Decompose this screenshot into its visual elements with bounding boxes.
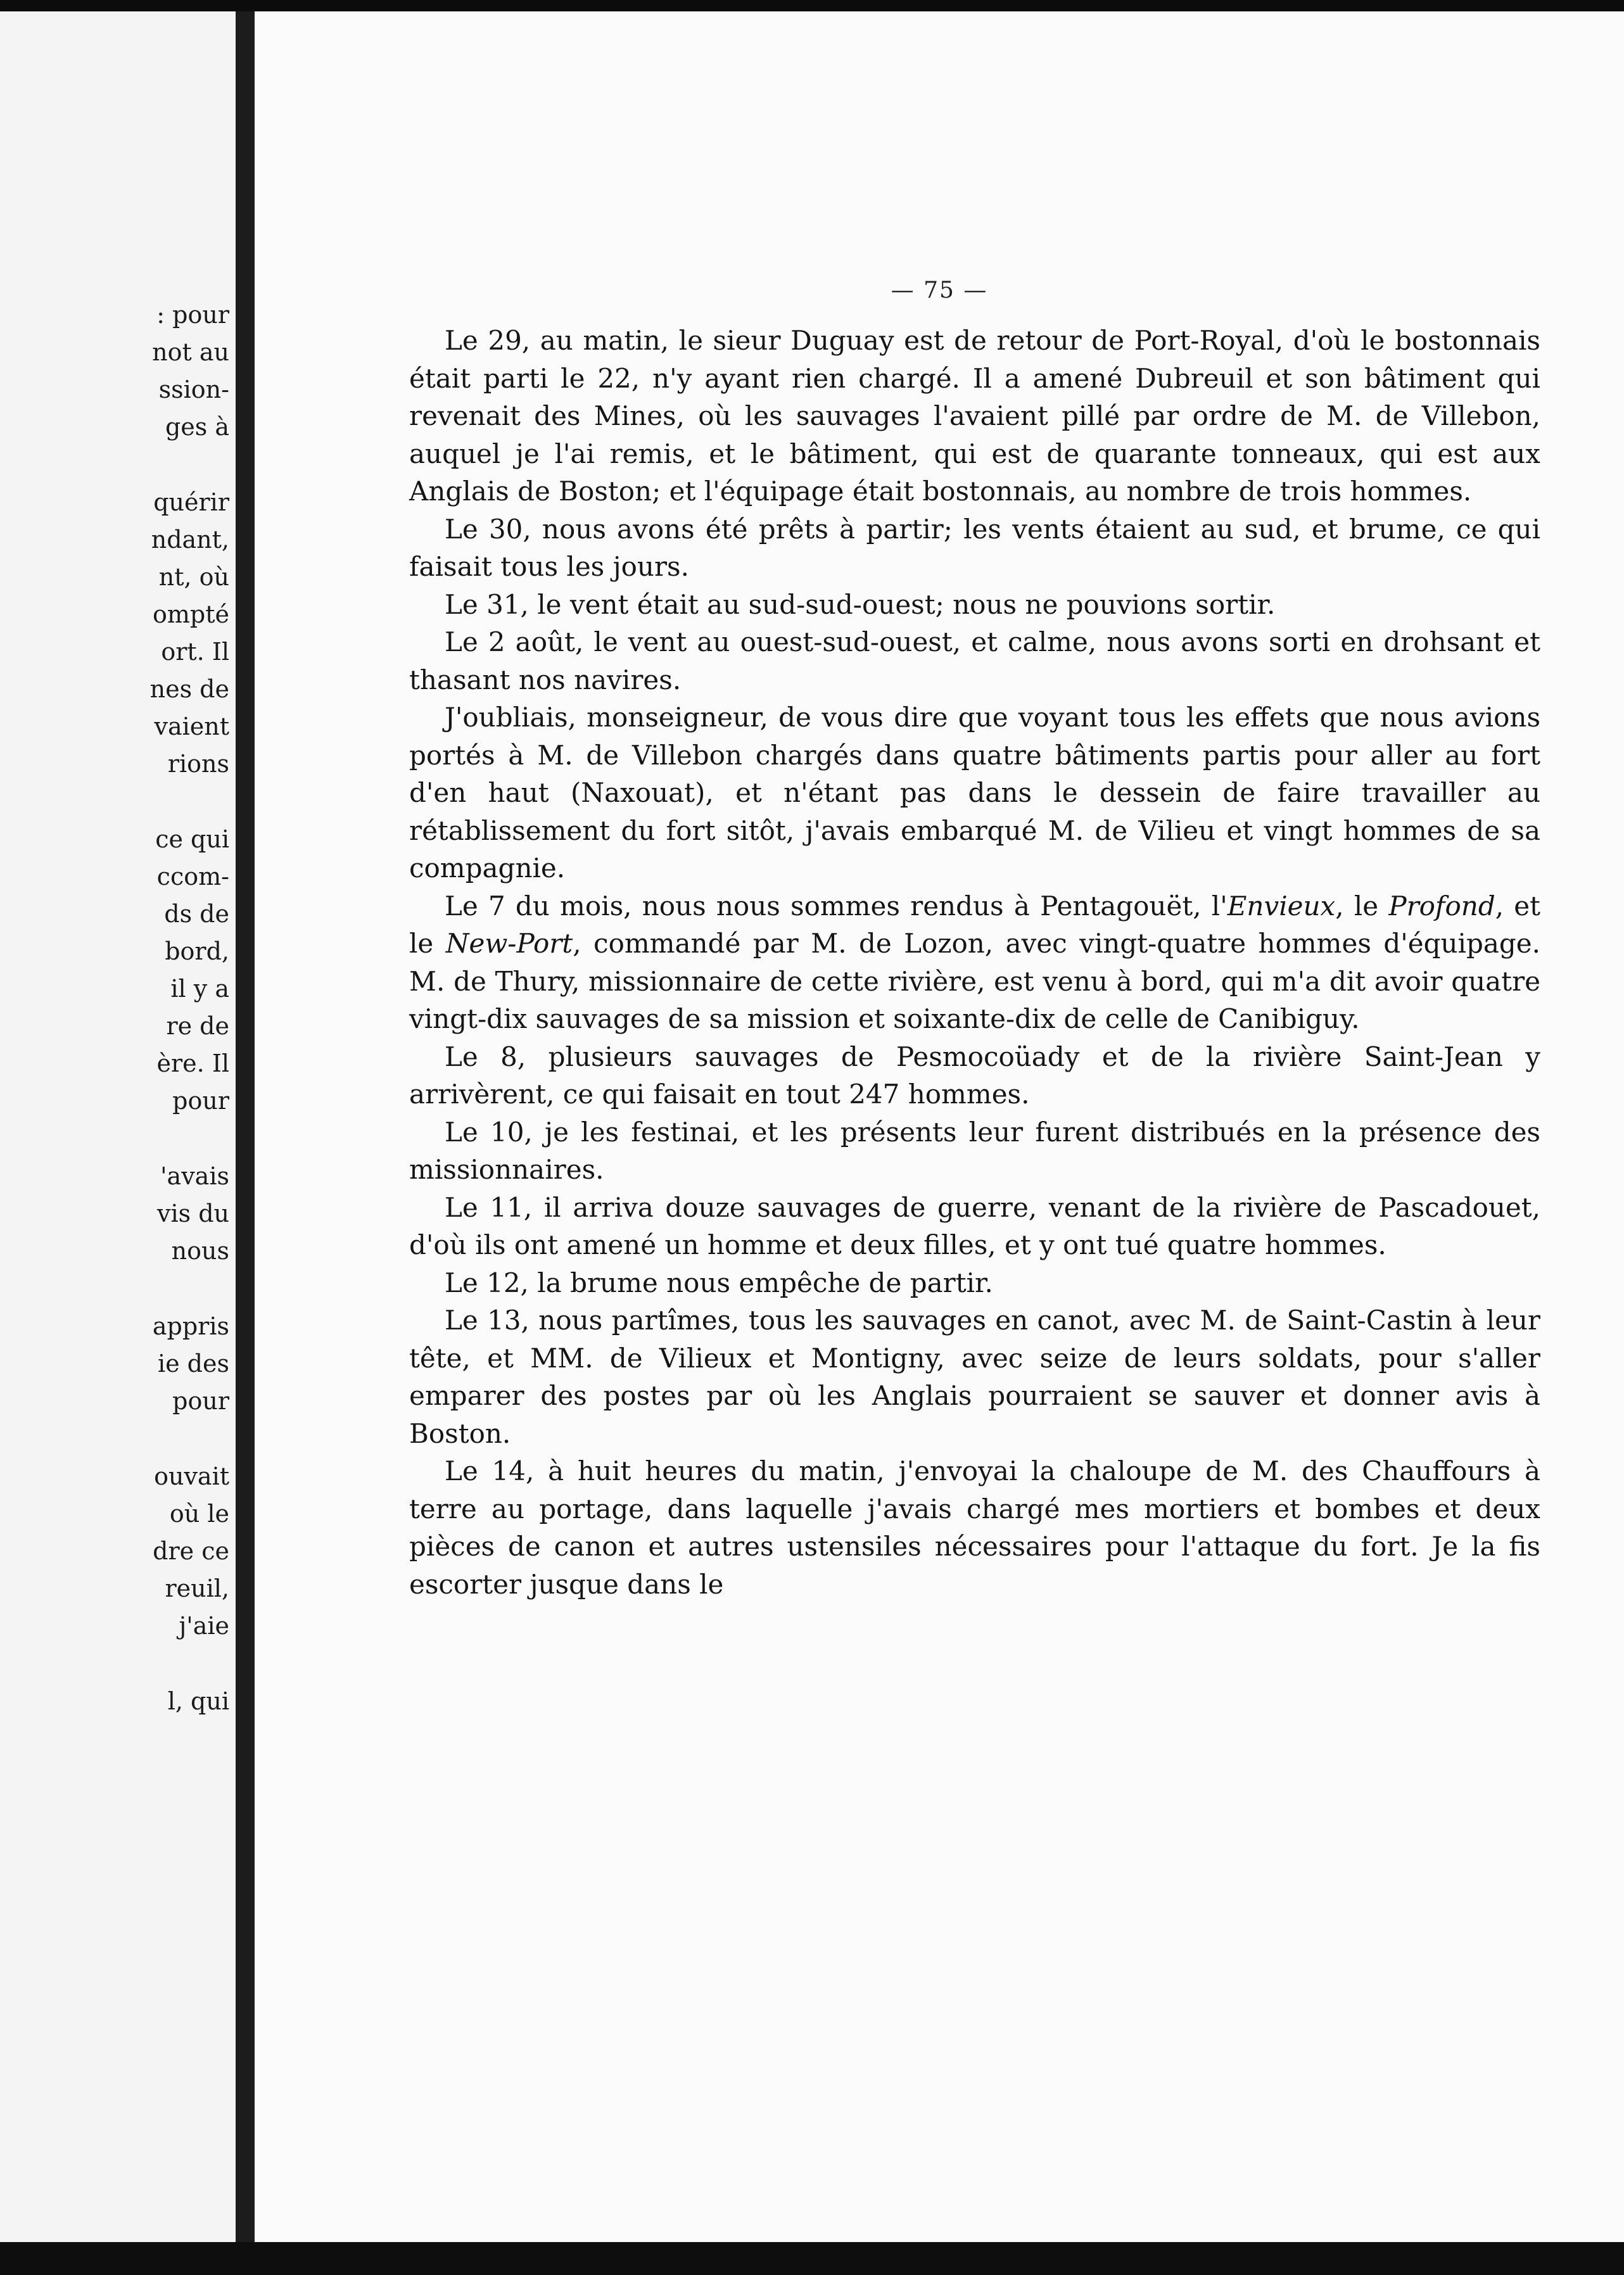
- paragraph: Le 2 août, le vent au ouest-sud-ouest, et calme, nous avons sorti en drohsant et thasant nos navires.: [409, 626, 1540, 695]
- left-page-line-fragment: ère. Il: [156, 1049, 229, 1077]
- left-page-line-fragment: vis du: [157, 1200, 229, 1227]
- left-page-line-fragment: j'aie: [179, 1612, 229, 1640]
- left-page-line-fragment: nt, où: [158, 563, 229, 591]
- left-page-line-fragment: quérir: [153, 488, 229, 516]
- left-page-line-fragment: ds de: [164, 900, 229, 928]
- left-page-line-fragment: vaient: [154, 713, 229, 740]
- left-page-line-fragment: l, qui: [167, 1687, 229, 1715]
- left-page-line-fragment: : pour: [156, 301, 229, 329]
- left-page-line-fragment: ndant,: [151, 526, 229, 554]
- left-page-line-fragment: ce qui: [155, 825, 229, 853]
- left-page-line-fragment: 'avais: [160, 1162, 229, 1190]
- left-page-line-fragment: appris: [152, 1312, 229, 1340]
- paragraph: Le 7 du mois, nous nous sommes rendus à Pentagouët, l'Envieux, le Profond, et le New-Port, commandé par M. de Lozon, avec vingt-quatre hommes d'équipage. M. de Thury, missionnaire de cette rivière, est venu à bord, qui m'a dit avoir quatre vingt-dix sauvages de sa mission et soixante-dix de celle de Canibiguy.: [409, 890, 1541, 1034]
- left-page-line-fragment: ccom-: [156, 863, 229, 890]
- book-gutter: [236, 11, 255, 2242]
- left-page-line-fragment: ssion-: [158, 376, 229, 403]
- left-page-line-fragment: ouvait: [154, 1462, 229, 1490]
- left-page-line-fragment: rions: [167, 750, 229, 778]
- left-page-line-fragment: il y a: [170, 975, 229, 1003]
- left-page-line-fragment: ie des: [157, 1350, 229, 1378]
- paragraph: Le 29, au matin, le sieur Duguay est de retour de Port-Royal, d'où le bostonnais était parti le 22, n'y ayant rien chargé. Il a amené Dubreuil et son bâtiment qui revenait des Mines, où les sauvages l'avaient pillé par ordre de M. de Villebon, auquel je l'ai remis, et le bâtiment, qui est de quarante tonneaux, qui est aux Anglais de Boston; et l'équipage était bostonnais, au nombre de trois hommes.: [409, 325, 1540, 507]
- left-page-line-fragment: ompté: [153, 600, 229, 628]
- page-number: — 75 —: [891, 277, 988, 303]
- paragraph: Le 30, nous avons été prêts à partir; les vents étaient au sud, et brume, ce qui faisait tous les jours.: [409, 513, 1540, 582]
- left-page-line-fragment: nes de: [149, 675, 229, 703]
- scan-bottom-border: [0, 2242, 1624, 2275]
- left-page-line-fragment: pour: [172, 1087, 229, 1115]
- left-page-fragment: [0, 11, 236, 2242]
- left-page-line-fragment: ort. Il: [161, 638, 229, 666]
- paragraph: Le 10, je les festinai, et les présents leur furent distribués en la présence des missionnaires.: [409, 1116, 1540, 1185]
- paragraph: Le 11, il arriva douze sauvages de guerre, venant de la rivière de Pascadouet, d'où ils ont amené un homme et deux filles, et y ont tué quatre hommes.: [409, 1191, 1540, 1260]
- left-page-line-fragment: not au: [152, 338, 229, 366]
- paragraph: Le 12, la brume nous empêche de partir.: [445, 1267, 993, 1298]
- paragraph: J'oubliais, monseigneur, de vous dire que voyant tous les effets que nous avions portés à M. de Villebon chargés dans quatre bâtiments partis pour aller au fort d'en haut (Naxouat), et n'étant pas dans le dessein de faire travailler au rétablissement du fort sitôt, j'avais embarqué M. de Vilieu et vingt hommes de sa compagnie.: [409, 702, 1540, 884]
- left-page-line-fragment: bord,: [165, 937, 229, 965]
- paragraph: Le 31, le vent était au sud-sud-ouest; nous ne pouvions sortir.: [445, 588, 1276, 620]
- paragraph: Le 14, à huit heures du matin, j'envoyai la chaloupe de M. des Chauffours à terre au portage, dans laquelle j'avais chargé mes mortiers et bombes et deux pièces de canon et autres ustensiles nécessaires pour l'attaque du fort. Je la fis escorter jusque dans le: [409, 1455, 1540, 1600]
- left-page-line-fragment: dre ce: [153, 1537, 229, 1565]
- left-page-line-fragment: re de: [166, 1012, 229, 1040]
- paragraph: Le 8, plusieurs sauvages de Pesmocoüady et de la rivière Saint-Jean y arrivèrent, ce qui faisait en tout 247 hommes.: [409, 1041, 1540, 1110]
- left-page-line-fragment: reuil,: [165, 1575, 229, 1602]
- left-page-line-fragment: pour: [172, 1387, 229, 1415]
- left-page-line-fragment: où le: [169, 1500, 229, 1528]
- paragraph: Le 13, nous partîmes, tous les sauvages en canot, avec M. de Saint-Castin à leur tête, et MM. de Vilieux et Montigny, avec seize de leurs soldats, pour s'aller emparer des postes par où les Anglais pourraient se sauver et donner avis à Boston.: [409, 1305, 1540, 1449]
- left-page-line-fragment: ges à: [165, 413, 229, 441]
- left-page-line-fragment: nous: [171, 1237, 229, 1265]
- right-page: [255, 11, 1624, 2242]
- body-text: [409, 322, 1540, 1603]
